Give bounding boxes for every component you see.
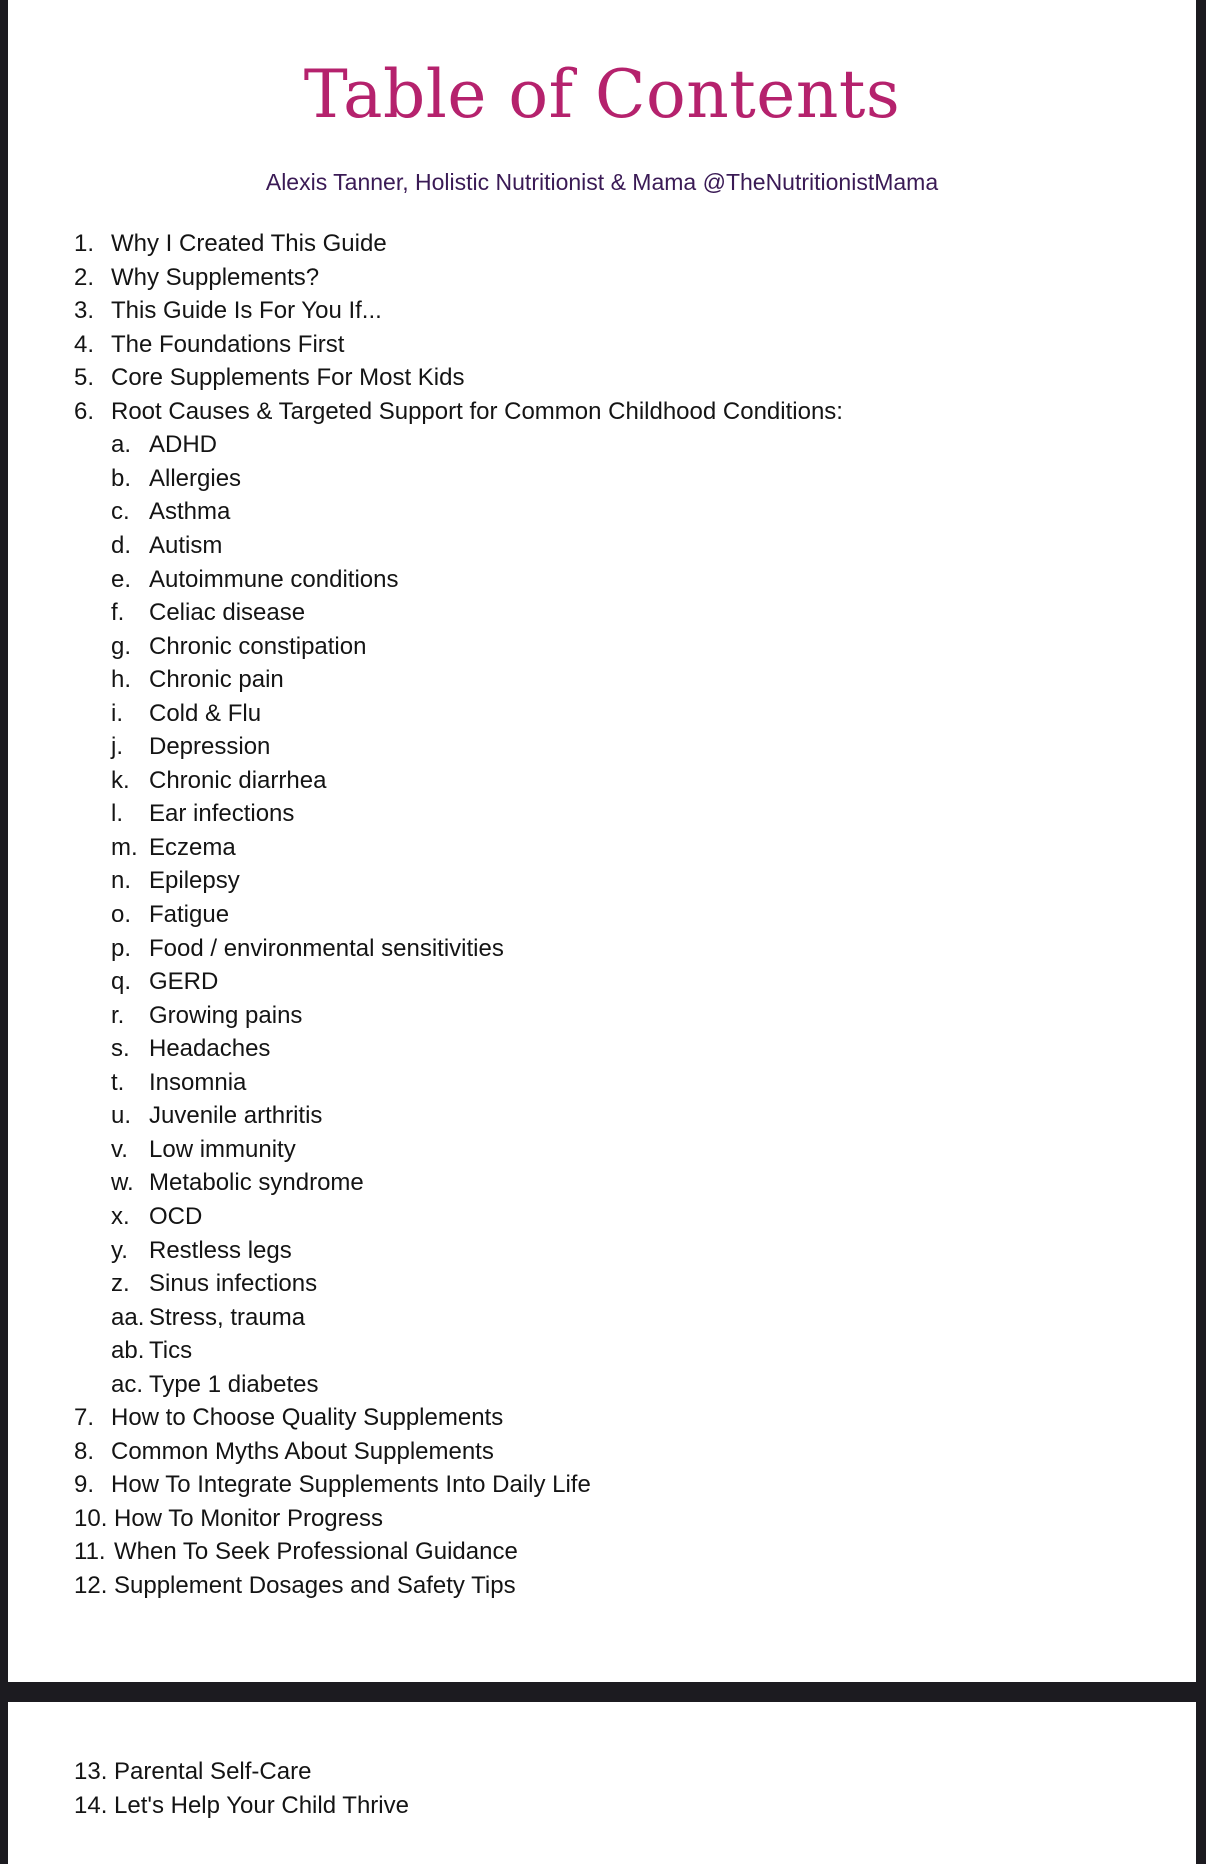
toc-marker: d. bbox=[111, 531, 132, 559]
page-title: Table of Contents bbox=[303, 56, 901, 133]
toc-entry-text: Food / environmental sensitivities bbox=[149, 934, 504, 962]
toc-entry-text: Chronic pain bbox=[149, 666, 284, 694]
toc-entry-text: Chronic diarrhea bbox=[149, 766, 327, 794]
toc-marker: 12. bbox=[74, 1572, 108, 1599]
toc-entry-text: Growing pains bbox=[149, 1001, 303, 1029]
toc-entry-text: Parental Self-Care bbox=[114, 1758, 312, 1785]
toc-marker: f. bbox=[111, 599, 125, 627]
toc-marker: 5. bbox=[74, 364, 95, 392]
toc-entry-text: Root Causes & Targeted Support for Common Childhood Conditions: bbox=[111, 397, 843, 425]
toc-marker: 11. bbox=[74, 1538, 106, 1566]
toc-marker: 2. bbox=[74, 263, 95, 291]
toc-entry-text: Let's Help Your Child Thrive bbox=[114, 1791, 409, 1819]
toc-marker: l. bbox=[111, 800, 123, 828]
document-page-1 bbox=[8, 0, 1196, 1682]
toc-marker: j. bbox=[111, 733, 123, 761]
toc-marker: ab. bbox=[111, 1337, 145, 1365]
toc-marker: 9. bbox=[74, 1471, 95, 1499]
toc-marker: t. bbox=[111, 1068, 125, 1096]
toc-marker: 7. bbox=[74, 1404, 95, 1432]
toc-entry-text: How to Choose Quality Supplements bbox=[111, 1404, 504, 1432]
toc-marker: 1. bbox=[74, 230, 95, 257]
toc-entry-text: Allergies bbox=[149, 464, 242, 492]
toc-marker: x. bbox=[111, 1202, 130, 1230]
toc-entry-text: This Guide Is For You If... bbox=[111, 297, 382, 325]
toc-entry-text: OCD bbox=[149, 1202, 203, 1230]
toc-entry-text: Celiac disease bbox=[149, 599, 306, 627]
toc-marker: 6. bbox=[74, 397, 95, 425]
toc-marker: n. bbox=[111, 867, 132, 895]
toc-entry-text: Depression bbox=[149, 733, 271, 761]
toc-marker: h. bbox=[111, 666, 132, 694]
toc-entry-text: Metabolic syndrome bbox=[149, 1169, 364, 1197]
toc-marker: c. bbox=[111, 498, 130, 526]
toc-entry-text: Autism bbox=[149, 531, 223, 559]
toc-entry-text: Tics bbox=[149, 1337, 193, 1365]
toc-marker: e. bbox=[111, 565, 132, 593]
toc-entry-text: Common Myths About Supplements bbox=[111, 1437, 494, 1465]
toc-entry-text: Autoimmune conditions bbox=[149, 565, 399, 593]
toc-entry-text: Asthma bbox=[149, 498, 231, 526]
toc-entry-text: Epilepsy bbox=[149, 867, 240, 895]
toc-marker: s. bbox=[111, 1035, 130, 1063]
toc-marker: 14. bbox=[74, 1791, 108, 1819]
toc-entry-text: Headaches bbox=[149, 1035, 271, 1063]
toc-entry-text: Why Supplements? bbox=[111, 263, 320, 291]
toc-marker: 4. bbox=[74, 330, 95, 358]
toc-entry-text: ADHD bbox=[149, 431, 218, 459]
toc-entry-text: Fatigue bbox=[149, 901, 230, 928]
toc-marker: i. bbox=[111, 699, 123, 727]
toc-marker: y. bbox=[111, 1236, 128, 1264]
toc-marker: z. bbox=[111, 1270, 130, 1298]
toc-marker: o. bbox=[111, 901, 132, 928]
toc-entry-text: Cold & Flu bbox=[149, 699, 262, 727]
toc-marker: 10. bbox=[74, 1504, 108, 1532]
toc-entry-text: GERD bbox=[149, 968, 219, 996]
toc-marker: 13. bbox=[74, 1758, 108, 1785]
toc-entry-text: Low immunity bbox=[149, 1135, 296, 1163]
toc-entry-text: Restless legs bbox=[149, 1236, 292, 1264]
toc-marker: v. bbox=[111, 1135, 128, 1163]
toc-entry-text: Insomnia bbox=[149, 1068, 247, 1096]
toc-entry-text: How To Integrate Supplements Into Daily Life bbox=[111, 1471, 591, 1499]
toc-entry-text: Core Supplements For Most Kids bbox=[111, 364, 465, 392]
toc-entry-text: Sinus infections bbox=[149, 1270, 318, 1298]
toc-entry-text: Why I Created This Guide bbox=[111, 230, 387, 257]
toc-entry-text: How To Monitor Progress bbox=[114, 1504, 383, 1532]
toc-entry-text: Supplement Dosages and Safety Tips bbox=[114, 1572, 516, 1599]
toc-marker: w. bbox=[111, 1169, 134, 1197]
author-byline: Alexis Tanner, Holistic Nutritionist & Mama @TheNutritionistMama bbox=[265, 169, 939, 195]
toc-marker: ac. bbox=[111, 1370, 144, 1398]
toc-marker: m. bbox=[111, 833, 138, 861]
toc-marker: r. bbox=[111, 1001, 125, 1029]
toc-marker: aa. bbox=[111, 1303, 145, 1331]
toc-marker: 8. bbox=[74, 1437, 95, 1465]
toc-entry-text: When To Seek Professional Guidance bbox=[114, 1538, 518, 1566]
toc-entry-text: Stress, trauma bbox=[149, 1303, 306, 1331]
toc-marker: g. bbox=[111, 632, 132, 660]
toc-marker: u. bbox=[111, 1102, 132, 1130]
toc-entry-text: Juvenile arthritis bbox=[149, 1102, 323, 1130]
toc-marker: a. bbox=[111, 431, 132, 459]
toc-entry-text: Ear infections bbox=[149, 800, 295, 828]
toc-marker: k. bbox=[111, 766, 130, 794]
toc-entry-text: The Foundations First bbox=[111, 330, 345, 358]
toc-entry-text: Eczema bbox=[149, 833, 236, 861]
document-page-2 bbox=[8, 1702, 1196, 1864]
toc-entry-text: Chronic constipation bbox=[149, 632, 367, 660]
toc-entry-text: Type 1 diabetes bbox=[149, 1370, 319, 1398]
toc-marker: q. bbox=[111, 968, 132, 996]
toc-marker: 3. bbox=[74, 297, 95, 325]
toc-marker: b. bbox=[111, 464, 132, 492]
toc-marker: p. bbox=[111, 934, 132, 962]
